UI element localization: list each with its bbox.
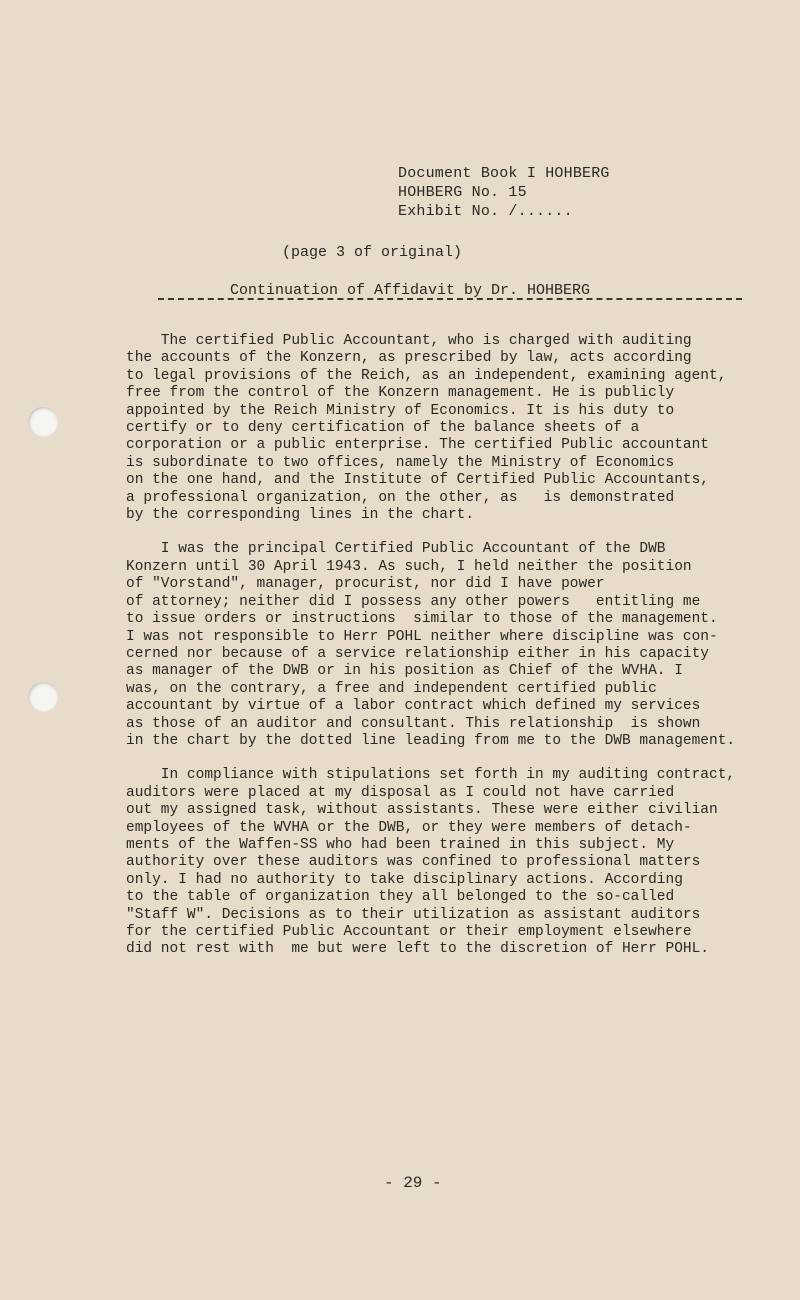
- dashed-divider: [158, 298, 742, 300]
- text-line: "Staff W". Decisions as to their utilization as assistant auditors: [126, 906, 701, 923]
- text-line: out my assigned task, without assistants. These were either civilian: [126, 802, 718, 819]
- text-line: I was not responsible to Herr POHL neither where discipline was con-: [126, 628, 718, 645]
- text-line: of attorney; neither did I possess any other powers entitling me: [126, 593, 701, 610]
- header-document-book: Document Book I HOHBERG: [398, 165, 610, 182]
- text-line: cerned nor because of a service relationship either in his capacity: [126, 645, 709, 662]
- affidavit-body: [126, 333, 766, 976]
- continuation-title: Continuation of Affidavit by Dr. HOHBERG: [230, 282, 591, 299]
- punch-hole-top: [28, 407, 58, 437]
- header-exhibit-number: Exhibit No. /......: [398, 203, 573, 220]
- text-line: certify or to deny certification of the balance sheets of a: [126, 420, 640, 437]
- text-line: was, on the contrary, a free and independent certified public: [126, 680, 657, 697]
- text-line: corporation or a public enterprise. The certified Public accountant: [126, 437, 709, 454]
- text-line: accountant by virtue of a labor contract which defined my services: [126, 698, 701, 715]
- text-line: to issue orders or instructions similar to those of the management.: [126, 611, 718, 628]
- text-line: for the certified Public Accountant or their employment elsewhere: [126, 924, 692, 940]
- page-of-original-note: (page 3 of original): [282, 244, 463, 261]
- text-line: In compliance with stipulations set forth in my auditing contract,: [126, 767, 736, 784]
- text-line: as those of an auditor and consultant. This relationship is shown: [126, 715, 701, 732]
- text-line: I was the principal Certified Public Accountant of the DWB: [126, 541, 666, 558]
- text-line: The certified Public Accountant, who is charged with auditing: [126, 333, 692, 349]
- text-line: is subordinate to two offices, namely the Ministry of Economics: [126, 454, 675, 471]
- text-line: free from the control of the Konzern management. He is publicly: [126, 385, 675, 402]
- text-line: as manager of the DWB or in his position as Chief of the WVHA. I: [126, 663, 683, 680]
- text-line: authority over these auditors was confined to professional matters: [126, 854, 701, 871]
- text-line: on the one hand, and the Institute of Certified Public Accountants,: [126, 472, 709, 489]
- text-line: in the chart by the dotted line leading from me to the DWB management.: [126, 732, 736, 749]
- text-line: did not rest with me but were left to the discretion of Herr POHL.: [126, 941, 709, 958]
- paragraph-auditors: [126, 767, 766, 958]
- text-line: auditors were placed at my disposal as I could not have carried: [126, 784, 675, 801]
- text-line: employees of the WVHA or the DWB, or they were members of detach-: [126, 819, 692, 836]
- punch-hole-bottom: [28, 682, 58, 712]
- text-line: only. I had no authority to take disciplinary actions. According: [126, 871, 683, 888]
- text-line: of "Vorstand", manager, procurist, nor did I have power: [126, 576, 605, 593]
- paragraph-principal-accountant: [126, 541, 766, 750]
- header-hohberg-number: HOHBERG No. 15: [398, 184, 527, 201]
- page-number: - 29 -: [384, 1174, 442, 1192]
- text-line: appointed by the Reich Ministry of Economics. It is his duty to: [126, 402, 675, 419]
- text-line: ments of the Waffen-SS who had been trained in this subject. My: [126, 836, 675, 853]
- text-line: a professional organization, on the other, as is demonstrated: [126, 489, 675, 506]
- text-line: the accounts of the Konzern, as prescribed by law, acts according: [126, 350, 692, 367]
- text-line: to the table of organization they all belonged to the so-called: [126, 889, 675, 906]
- text-line: Konzern until 30 April 1943. As such, I held neither the position: [126, 558, 692, 575]
- text-line: to legal provisions of the Reich, as an independent, examining agent,: [126, 367, 727, 384]
- paragraph-accountant-role: [126, 333, 766, 524]
- document-header: [398, 164, 610, 221]
- text-line: by the corresponding lines in the chart.: [126, 507, 475, 524]
